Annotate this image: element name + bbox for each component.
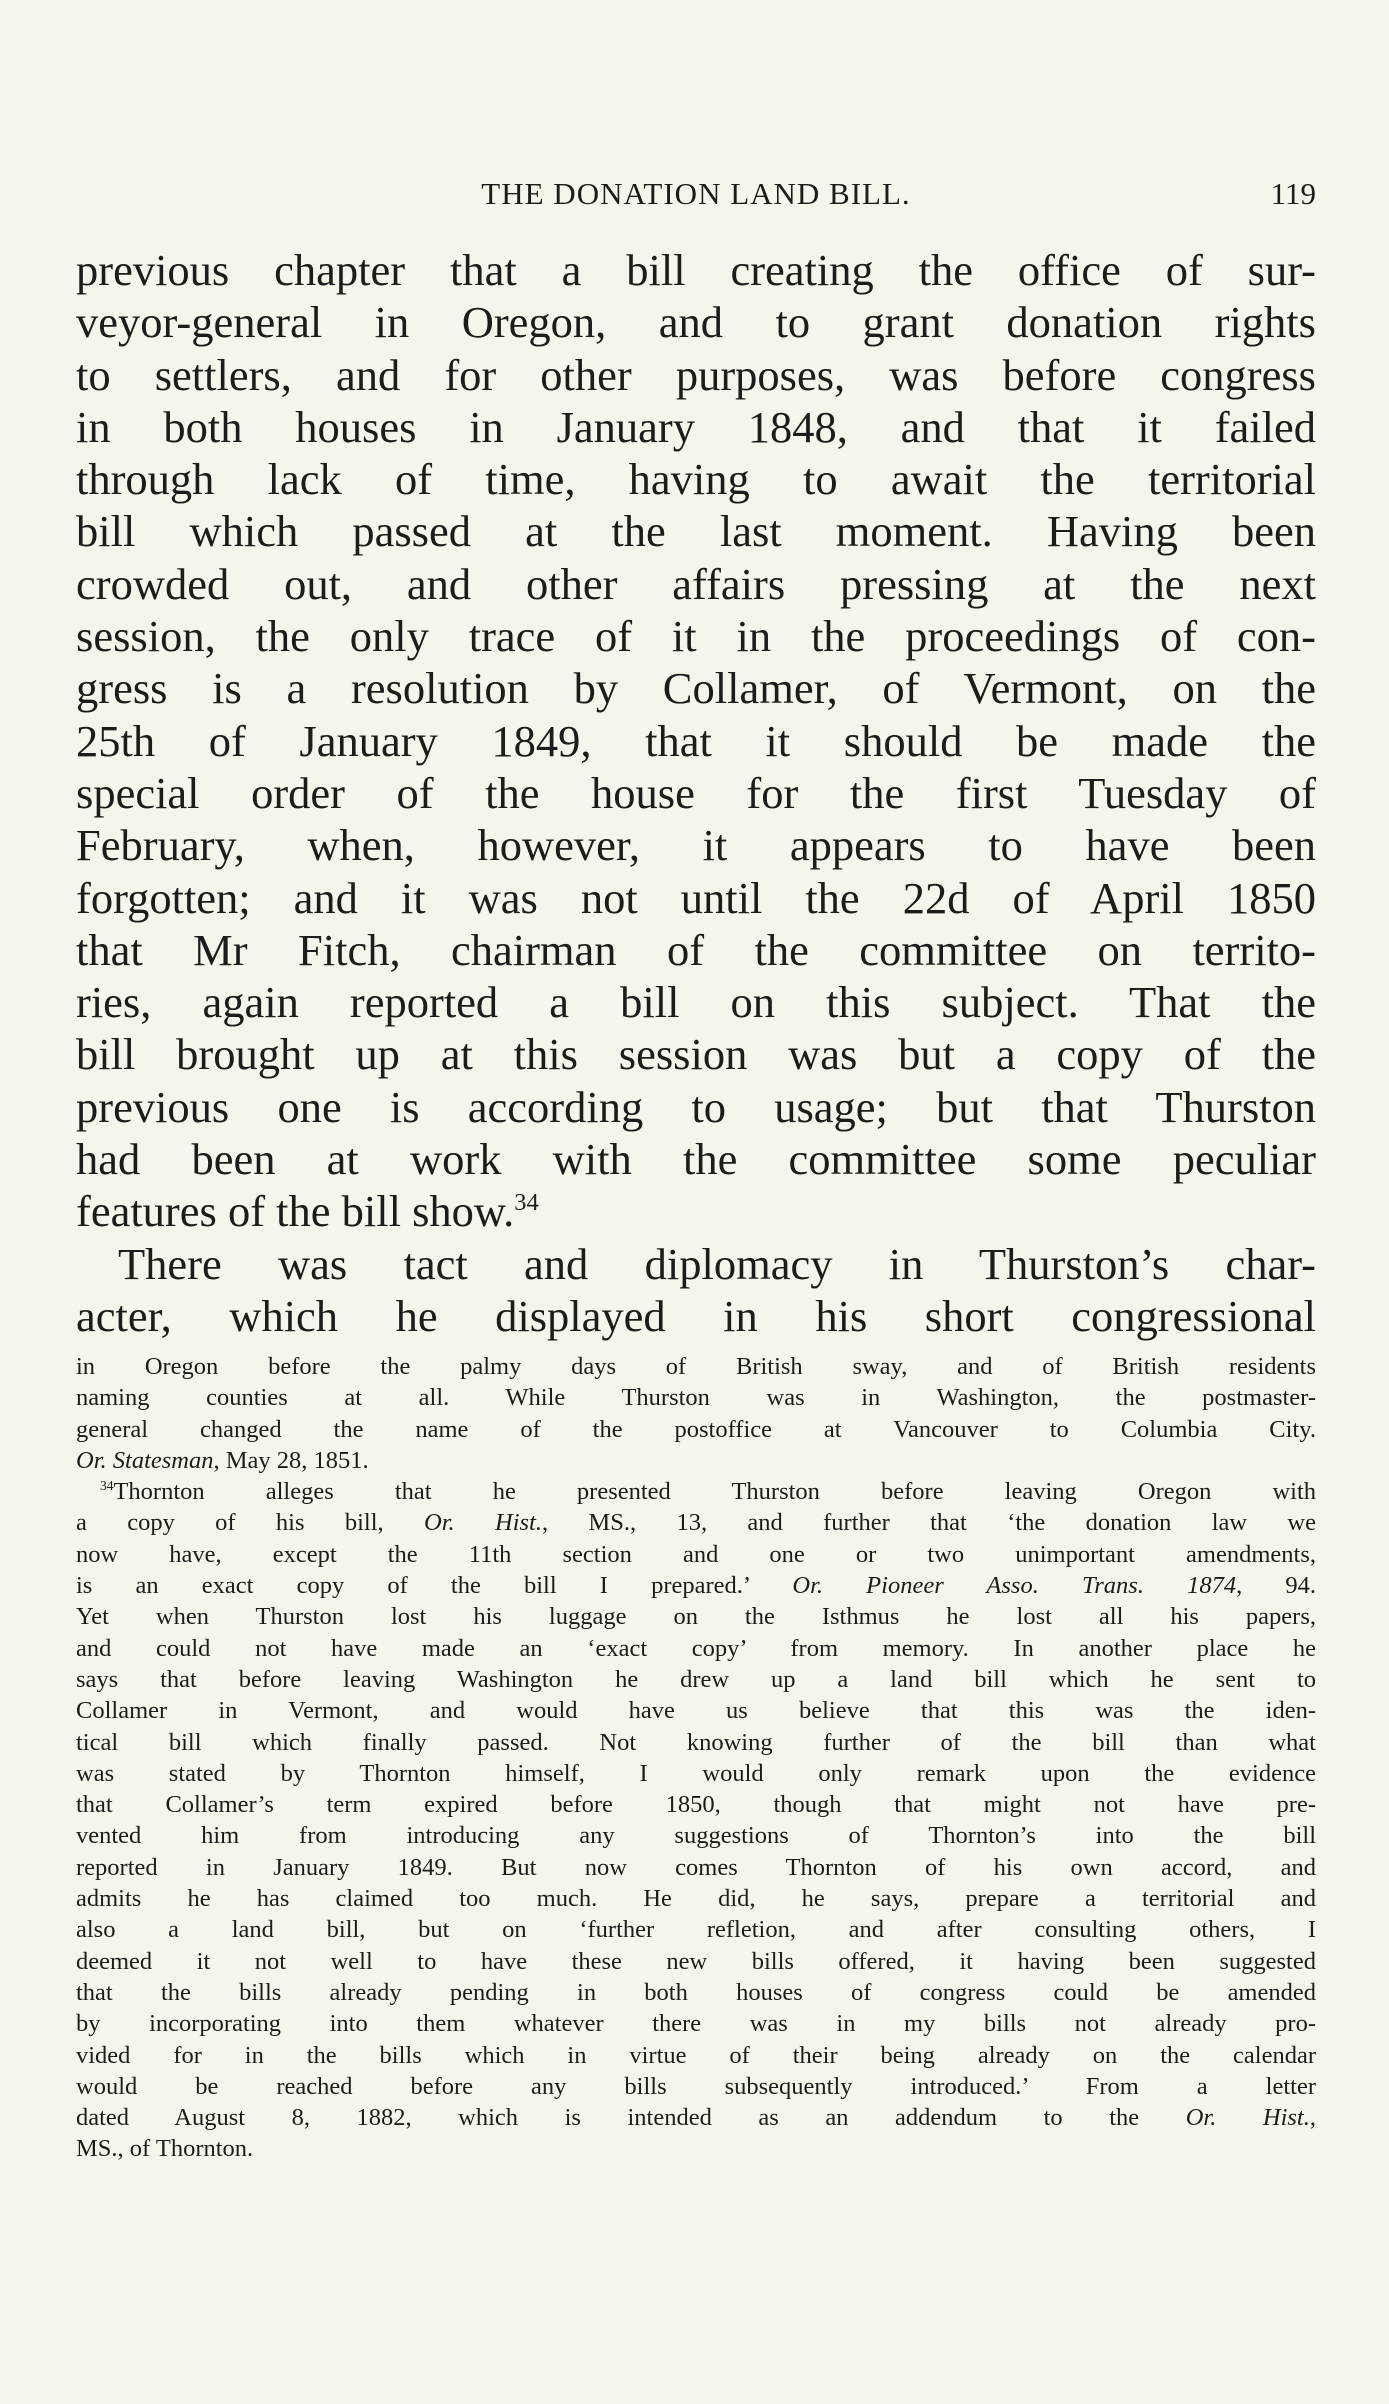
- text-line: previous chapter that a bill creating the office of sur-: [76, 245, 1316, 295]
- text-line: previous one is according to usage; but that Thurston: [76, 1081, 1316, 1132]
- running-head: [76, 172, 1316, 216]
- footnotes: [76, 1351, 1316, 2165]
- footnote-line: general changed the name of the postoffice at Vancouver to Columbia City.: [76, 1415, 1316, 1443]
- text-line: forgotten; and it was not until the 22d of April 1850: [76, 872, 1316, 923]
- text-line: February, when, however, it appears to have been: [76, 820, 1316, 871]
- footnote-line: by incorporating into them whatever there was in my bills not already pro-: [76, 2010, 1316, 2038]
- footnote-line: [76, 2102, 1316, 2133]
- page-number: 119: [1270, 176, 1316, 211]
- text-line: session, the only trace of it in the proceedings of con-: [76, 611, 1316, 662]
- main-text: [76, 244, 1316, 1342]
- footnote-line: vided for in the bills which in virtue of their being already on the calendar: [76, 2041, 1316, 2069]
- text-line: acter, which he displayed in his short congressional: [76, 1290, 1316, 1341]
- footnote-line: [76, 1507, 1316, 1538]
- text-line: had been at work with the committee some peculiar: [76, 1134, 1316, 1185]
- footnote-line: would be reached before any bills subsequently introduced.’ From a letter: [76, 2072, 1316, 2100]
- footnote-line-content: ,: [1309, 2104, 1316, 2132]
- footnote-line-content: a copy of his bill,: [76, 1509, 425, 1537]
- footnote-line: also a land bill, but on ‘further refletion, and after consulting others, I: [76, 1916, 1316, 1944]
- text-line: ries, again reported a bill on this subject. That the: [76, 977, 1316, 1028]
- footnote-line: deemed it not well to have these new bills offered, it having been suggested: [76, 1947, 1316, 1975]
- footnote-line: MS., of Thornton.: [76, 2135, 254, 2163]
- footnote-line: vented him from introducing any suggestions of Thornton’s into the bill: [76, 1822, 1316, 1850]
- footnote-line: tical bill which finally passed. Not knowing further of the bill than what: [76, 1728, 1316, 1756]
- text-line: crowded out, and other affairs pressing at the next: [76, 558, 1316, 609]
- running-title: THE DONATION LAND BILL.: [481, 176, 911, 211]
- footnote-line: [76, 1570, 1316, 1601]
- text-line: bill brought up at this session was but a copy of the: [76, 1029, 1316, 1080]
- text-line: that Mr Fitch, chairman of the committee on territo-: [76, 924, 1316, 975]
- footnote-line: [76, 1445, 1316, 1476]
- footnote-line-content: , 94.: [1236, 1572, 1316, 1600]
- footnote-line-content: is an exact copy of the bill I prepared.’: [76, 1572, 793, 1600]
- footnote-line: reported in January 1849. But now comes Thornton of his own accord, and: [76, 1853, 1316, 1881]
- source-citation: Or. Hist.: [1185, 2104, 1310, 2132]
- text-line: to settlers, and for other purposes, was before congress: [76, 349, 1316, 400]
- text-line: through lack of time, having to await the territorial: [76, 454, 1316, 505]
- footnote-line: says that before leaving Washington he drew up a land bill which he sent to: [76, 1665, 1316, 1693]
- footnote-34-start: [76, 1476, 1316, 1507]
- footnote-line: that Collamer’s term expired before 1850, though that might not have pre-: [76, 1791, 1316, 1819]
- footnote-line: was stated by Thornton himself, I would only remark upon the evidence: [76, 1759, 1316, 1787]
- source-citation: Or. Pioneer Asso. Trans. 1874: [792, 1572, 1237, 1600]
- footnote-line: and could not have made an ‘exact copy’ from memory. In another place he: [76, 1634, 1316, 1662]
- footnote-line: Yet when Thurston lost his luggage on the Isthmus he lost all his papers,: [76, 1603, 1316, 1631]
- book-page: [76, 0, 1316, 2404]
- footnote-line-content: , MS., 13, and further that ‘the donation law we: [541, 1509, 1317, 1537]
- footnote-line: now have, except the 11th section and one or two unimportant amendments,: [76, 1540, 1316, 1568]
- footnote-marker: 34: [100, 1478, 114, 1494]
- text-line: special order of the house for the first Tuesday of: [76, 767, 1316, 818]
- text-line: veyor-general in Oregon, and to grant donation rights: [76, 297, 1316, 348]
- footnote-line: admits he has claimed too much. He did, he says, prepare a territorial and: [76, 1885, 1316, 1913]
- source-citation: Or. Statesman: [76, 1446, 214, 1474]
- footnote-line: naming counties at all. While Thurston was in Washington, the postmaster-: [76, 1384, 1316, 1412]
- text-line: bill which passed at the last moment. Having been: [76, 506, 1316, 557]
- footnote-line-content: dated August 8, 1882, which is intended as an addendum to the: [76, 2104, 1186, 2132]
- footnote-line: Collamer in Vermont, and would have us believe that this was the iden-: [76, 1697, 1316, 1725]
- text-line: gress is a resolution by Collamer, of Vermont, on the: [76, 663, 1316, 714]
- text-line: [76, 1185, 1316, 1237]
- citation-date: , May 28, 1851.: [213, 1446, 369, 1474]
- footnote-line-content: Thornton alleges that he presented Thurston before leaving Oregon with: [113, 1478, 1316, 1506]
- footnote-reference: 34: [514, 1189, 539, 1217]
- footnote-line: that the bills already pending in both houses of congress could be amended: [76, 1978, 1316, 2006]
- text-line-content: features of the bill show.: [76, 1186, 515, 1237]
- text-line: in both houses in January 1848, and that it failed: [76, 401, 1316, 452]
- footnote-line: in Oregon before the palmy days of British sway, and of British residents: [76, 1353, 1316, 1380]
- paragraph-start-line: There was tact and diplomacy in Thurston’s char-: [118, 1238, 1316, 1289]
- source-citation: Or. Hist.: [424, 1509, 542, 1537]
- text-line: 25th of January 1849, that it should be made the: [76, 715, 1316, 766]
